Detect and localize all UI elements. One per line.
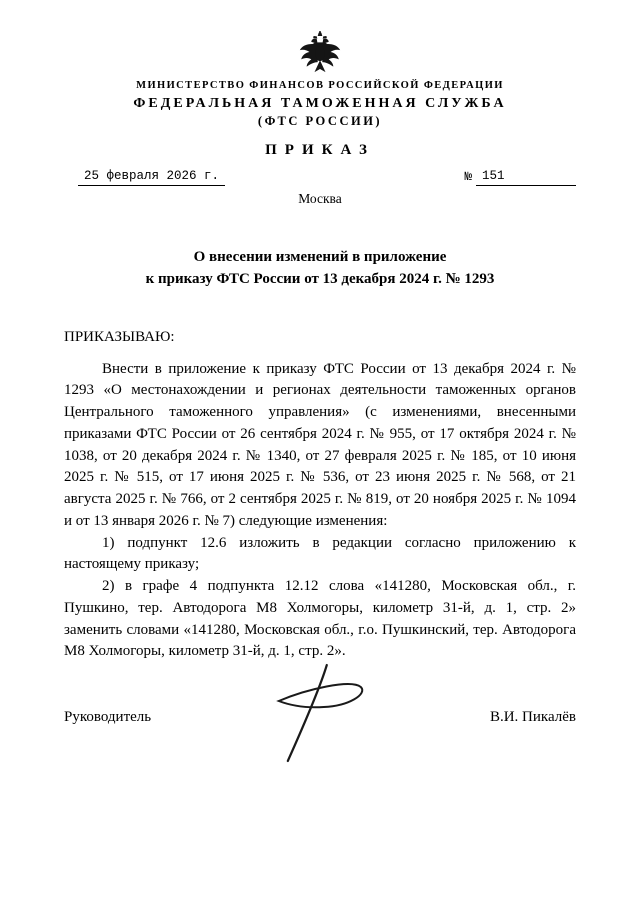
document-body xyxy=(64,359,576,664)
agency-abbreviation: (ФТС РОССИИ) xyxy=(257,114,383,128)
document-date: 25 февраля 2026 г. xyxy=(78,169,225,186)
order-verb: ПРИКАЗЫВАЮ: xyxy=(64,328,175,345)
document-number: 151 xyxy=(476,169,576,186)
paragraph-item-1: 1) подпункт 12.6 изложить в редакции согласно приложению к настоящему приказу; xyxy=(64,534,576,573)
signer-name: В.И. Пикалёв xyxy=(489,709,576,725)
ministry-name: МИНИСТЕРСТВО ФИНАНСОВ РОССИЙСКОЙ ФЕДЕРАЦИИ xyxy=(136,80,504,91)
date-number-row xyxy=(64,169,576,186)
document-number-block xyxy=(464,169,576,186)
document-title-line1: О внесении изменений в приложение xyxy=(193,249,447,265)
signature-icon xyxy=(263,661,373,770)
coat-of-arms-icon xyxy=(296,30,344,74)
document-title-line2: к приказу ФТС России от 13 декабря 2024 г. № 1293 xyxy=(145,270,495,287)
number-label: № xyxy=(464,170,472,184)
document-title xyxy=(64,247,576,291)
paragraph-item-2: 2) в графе 4 подпункта 12.12 слова «141280, Московская обл., г. Пушкино, тер. Автодорога М8 Холмогоры, километр 31-й, д. 1, стр. 2» заменить словами «141280, Московская обл., г.о. Пушкинский, тер. Автодорога М8 Холмогоры, километр 31-й, д. 1, стр. 2». xyxy=(64,578,576,660)
paragraph-preamble: Внести в приложение к приказу ФТС России от 13 декабря 2024 г. № 1293 «О местонахождении и регионах деятельности таможенных органов Центрального таможенного управления» (с изменениями, внесенными приказами ФТС России от 26 сентября 2024 г. № 955, от 17 октября 2024 г. № 1038, от 20 декабря 2024 г. № 1340, от 27 февраля 2025 г. № 185, от 10 июня 2025 г. № 515, от 17 июня 2025 г. № 536, от 23 июня 2025 г. № 568, от 21 августа 2025 г. № 766, от 2 сентября 2025 г. № 819, от 20 ноября 2025 г. № 1094 и от 13 января 2026 г. № 7) следующие изменения: xyxy=(64,360,576,529)
signature-block xyxy=(64,709,576,726)
agency-name: ФЕДЕРАЛЬНАЯ ТАМОЖЕННАЯ СЛУЖБА xyxy=(133,96,507,111)
document-type: ПРИКАЗ xyxy=(265,142,375,158)
city-label: Москва xyxy=(298,191,342,206)
signer-role: Руководитель xyxy=(64,709,152,725)
